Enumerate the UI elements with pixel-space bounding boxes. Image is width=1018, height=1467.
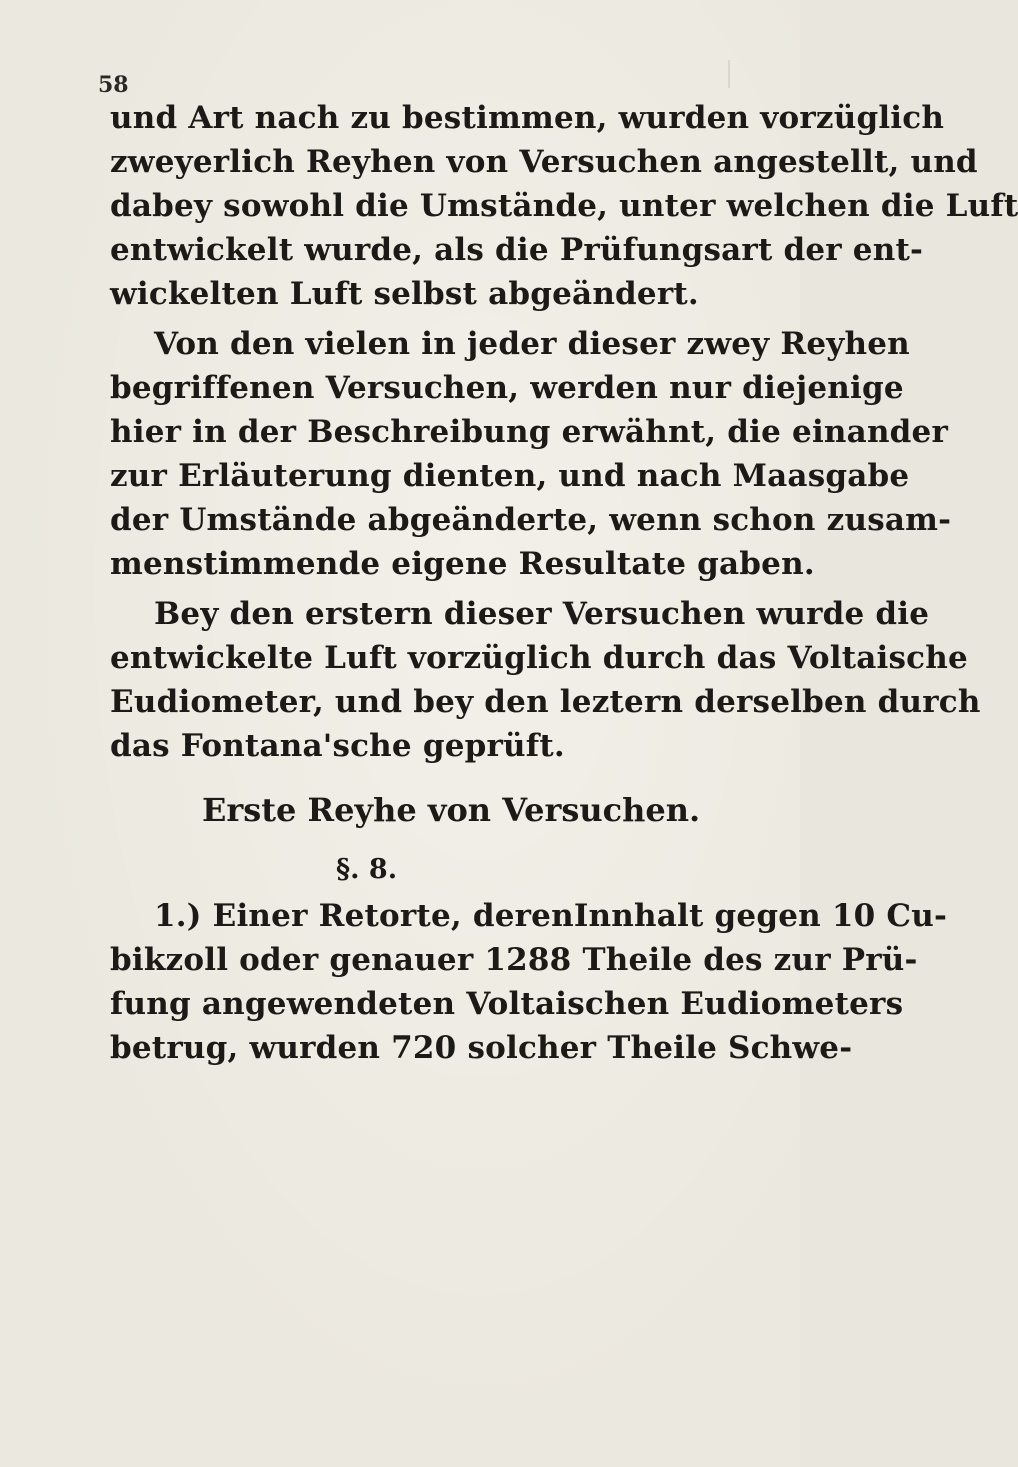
- body-text: [110, 96, 1018, 1070]
- text-line: das Fontana'sche geprüft.: [110, 728, 565, 764]
- text-line: zweyerlich Reyhen von Versuchen angestellt, und: [110, 144, 978, 180]
- text-line: dabey sowohl die Umstände, unter welchen die Luft: [110, 188, 1018, 224]
- text-line: zur Erläuterung dienten, und nach Maasgabe: [110, 458, 910, 494]
- text-line: bikzoll oder genauer 1288 Theile des zur Prü-: [110, 942, 918, 978]
- text-line: begriffenen Versuchen, werden nur diejenige: [110, 370, 904, 406]
- paragraph-3: [110, 592, 981, 768]
- text-line: Bey den erstern dieser Versuchen wurde die: [154, 596, 930, 632]
- text-line: betrug, wurden 720 solcher Theile Schwe-: [110, 1030, 853, 1066]
- text-line: entwickelte Luft vorzüglich durch das Voltaische: [110, 640, 968, 676]
- section-heading: Erste Reyhe von Versuchen.: [202, 791, 701, 829]
- text-line: Eudiometer, und bey den leztern derselben durch: [110, 684, 981, 720]
- page-mark: [728, 60, 730, 88]
- text-line: wickelten Luft selbst abgeändert.: [110, 276, 699, 312]
- text-line: menstimmende eigene Resultate gaben.: [110, 546, 815, 582]
- paragraph-4: [110, 894, 948, 1070]
- text-line: entwickelt wurde, als die Prüfungsart der ent-: [110, 232, 924, 268]
- paragraph-1: [110, 96, 1018, 316]
- section-number: §. 8.: [336, 854, 398, 885]
- text-line: und Art nach zu bestimmen, wurden vorzüglich: [110, 100, 945, 136]
- text-line: der Umstände abgeänderte, wenn schon zusam-: [110, 502, 952, 538]
- text-line: Von den vielen in jeder dieser zwey Reyhen: [154, 326, 910, 362]
- paragraph-2: [110, 322, 952, 586]
- text-line: hier in der Beschreibung erwähnt, die einander: [110, 414, 949, 450]
- page-number: 58: [98, 72, 129, 98]
- text-line: fung angewendeten Voltaischen Eudiometers: [110, 986, 904, 1022]
- text-line: 1.) Einer Retorte, derenInnhalt gegen 10 Cu-: [154, 898, 948, 934]
